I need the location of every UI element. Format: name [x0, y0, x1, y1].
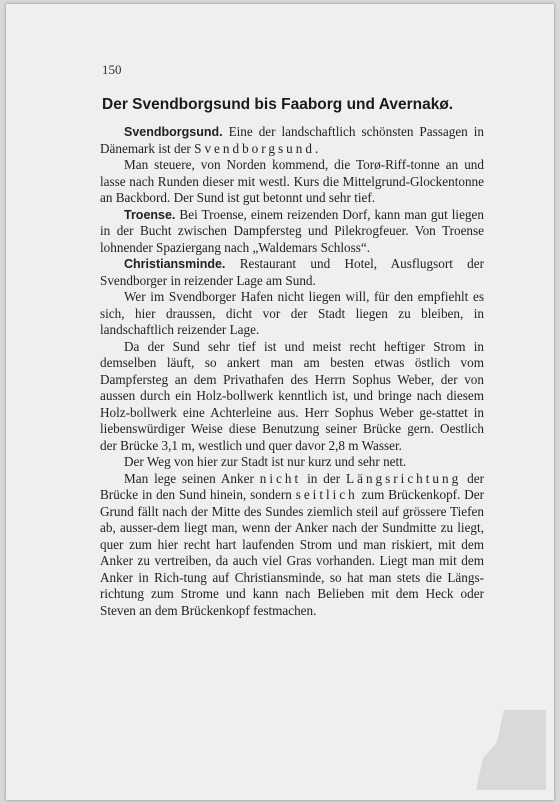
paragraph [100, 256, 484, 289]
spaced-emphasis: seitlich [295, 487, 358, 502]
paragraph [100, 471, 484, 620]
paragraph-text: Eine der landschaftlich schönsten Passagen in Dänemark ist der [100, 124, 484, 156]
paragraph-text: Man lege seinen Anker [124, 470, 260, 486]
paragraph-text: zum Brückenkopf. Der Grund fällt nach der Mitte des Sundes ziemlich steil auf grössere Tiefen ab, ausser-dem liegt man, wenn der Anker nach der Sundmitte zu liegt, quer zum hier recht hart laufenden Strom und man riskiert, mit dem Anker zu vertreiben, da auch viel Gras vorhanden. Liegt man mit dem Anker in Rich-tung auf Christiansminde, so hat man stets die Längs-richtung zum Strome und kann nach Belieben mit dem Heck oder Steven an dem Brückenkopf festmachen. [100, 487, 484, 618]
paragraph-text: der Brücke in den Sund hinein, sondern [100, 470, 484, 502]
section-heading: Der Svendborgsund bis Faaborg und Avernakø. [102, 96, 454, 113]
paragraph-text: Da der Sund sehr tief ist und meist recht heftiger Strom in demselben läuft, so ankert man am besten etwas östlich vom Dampfersteg an dem Privathafen des Herrn Sophus Weber, der von aussen durch ein Holz-bollwerk kenntlich ist, und bringe nach diesem Holz-bollwerk eine Achterleine aus. Herr Sophus Weber ge-stattet in liebenswürdiger Weise diese Benutzung seiner Brücke gern. Oestlich der Brücke 3,1 m, westlich und quer davor 2,8 m Wasser. [100, 338, 484, 453]
paragraph [100, 157, 484, 207]
paragraph [100, 339, 484, 455]
paragraph [100, 207, 484, 257]
paragraph-lead: Christiansminde. [124, 257, 226, 271]
paragraph-lead: Svendborgsund. [124, 125, 223, 139]
paragraph-text: . [314, 140, 319, 156]
paragraph [100, 454, 484, 471]
spaced-emphasis: Längsrichtung [346, 470, 462, 486]
spaced-emphasis: Svendborgsund [194, 140, 315, 156]
paragraph-text: Der Weg von hier zur Stadt ist nur kurz und sehr nett. [124, 454, 407, 469]
paragraph-text: Man steuere, von Norden kommend, die Torø-Riff-tonne an und lasse nach Runden dieser mit westl. Kurs die Mittelgrund-Glockentonne an Backbord. Der Sund ist gut betonnt und sehr tief. [100, 157, 484, 205]
book-page [6, 4, 554, 800]
page-number: 150 [102, 62, 122, 77]
body-text [100, 124, 484, 619]
spaced-emphasis: nicht [259, 470, 302, 486]
paragraph-text: Restaurant und Hotel, Ausflugsort der Svendborger in reizender Lage am Sund. [100, 256, 484, 288]
paragraph [100, 289, 484, 339]
paragraph-lead: Troense. [124, 207, 176, 222]
paragraph-text: Wer im Svendborger Hafen nicht liegen will, für den empfiehlt es sich, hier draussen, dicht vor der Stadt liegen zu bleiben, in landschaftlich reizender Lage. [100, 289, 484, 337]
torn-corner [476, 710, 546, 790]
paragraph [100, 124, 484, 157]
paragraph-text: in der [301, 470, 347, 486]
paragraph-text: Bei Troense, einem reizenden Dorf, kann man gut liegen in der Bucht zwischen Dampfersteg und Pilekrogfeuer. Von Troense lohnender Spaziergang nach „Waldemars Schloss“. [100, 206, 484, 255]
